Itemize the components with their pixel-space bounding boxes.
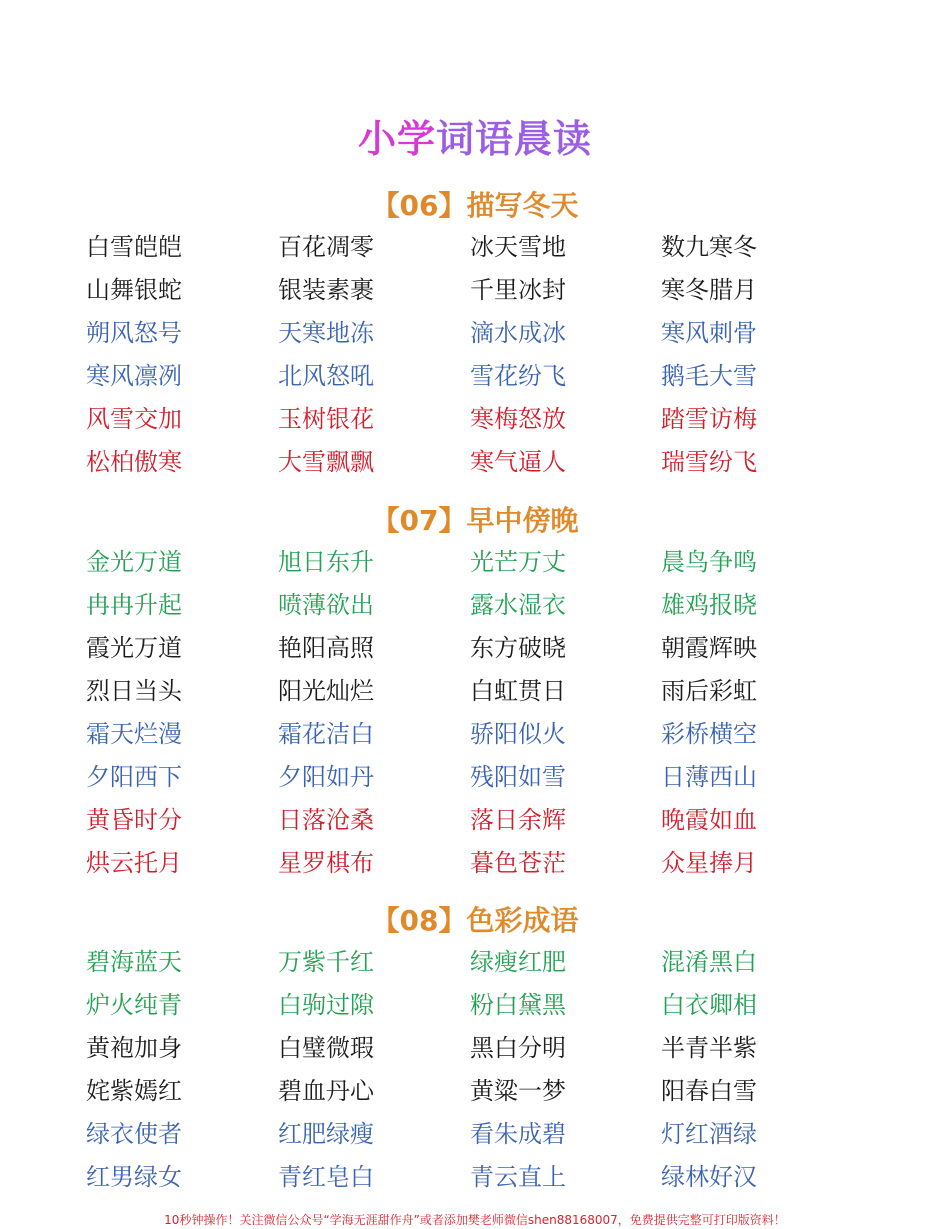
idiom-word: 烈日当头 [86,677,182,705]
idiom-word: 黄昏时分 [86,806,182,834]
idiom-word: 露水湿衣 [470,591,566,619]
idiom-word: 日薄西山 [661,763,757,791]
word-grid [0,232,950,490]
word-row [0,447,950,490]
word-row [0,590,950,633]
idiom-word: 朔风怒号 [86,319,182,347]
idiom-word: 晨鸟争鸣 [661,548,757,576]
word-row [0,990,950,1033]
word-row [0,275,950,318]
section-heading: 【07】早中傍晚 [371,504,579,537]
idiom-word: 灯红酒绿 [661,1120,757,1148]
word-row [0,676,950,719]
idiom-word: 晚霞如血 [661,806,757,834]
idiom-word: 寒风刺骨 [661,319,757,347]
idiom-word: 千里冰封 [470,276,566,304]
idiom-word: 众星捧月 [661,849,757,877]
idiom-word: 夕阳如丹 [278,763,374,791]
word-grid [0,547,950,891]
idiom-word: 光芒万丈 [470,548,566,576]
idiom-word: 天寒地冻 [278,319,374,347]
word-row [0,404,950,447]
idiom-word: 混淆黑白 [661,948,757,976]
idiom-word: 暮色苍茫 [470,849,566,877]
idiom-word: 红肥绿瘦 [278,1120,374,1148]
idiom-word: 万紫千红 [278,948,374,976]
idiom-word: 白衣卿相 [661,991,757,1019]
idiom-word: 炉火纯青 [86,991,182,1019]
idiom-word: 瑞雪纷飞 [661,448,757,476]
word-row [0,1033,950,1076]
idiom-word: 寒风凛冽 [86,362,182,390]
idiom-word: 碧血丹心 [278,1077,374,1105]
word-row [0,633,950,676]
idiom-word: 白虹贯日 [470,677,566,705]
idiom-word: 雨后彩虹 [661,677,757,705]
word-row [0,547,950,590]
idiom-word: 阳春白雪 [661,1077,757,1105]
idiom-word: 阳光灿烂 [278,677,374,705]
idiom-word: 碧海蓝天 [86,948,182,976]
idiom-word: 青红皂白 [278,1163,374,1191]
idiom-word: 数九寒冬 [661,233,757,261]
idiom-word: 霜花洁白 [278,720,374,748]
idiom-word: 黄袍加身 [86,1034,182,1062]
idiom-word: 残阳如雪 [470,763,566,791]
idiom-word: 金光万道 [86,548,182,576]
idiom-word: 青云直上 [470,1163,566,1191]
word-row [0,762,950,805]
section-heading: 【08】色彩成语 [371,904,579,937]
idiom-word: 鹅毛大雪 [661,362,757,390]
idiom-word: 松柏傲寒 [86,448,182,476]
idiom-word: 雪花纷飞 [470,362,566,390]
section-color-idioms [0,903,950,1205]
idiom-word: 冰天雪地 [470,233,566,261]
idiom-word: 落日余辉 [470,806,566,834]
section-heading: 【06】描写冬天 [371,189,579,222]
idiom-word: 风雪交加 [86,405,182,433]
idiom-word: 看朱成碧 [470,1120,566,1148]
footer-note: 10秒钟操作！关注微信公众号“学海无涯甜作舟”或者添加樊老师微信shen88168007，免费提供完整可打印版资料！ [164,1213,786,1227]
idiom-word: 彩桥横空 [661,720,757,748]
idiom-word: 白璧微瑕 [278,1034,374,1062]
idiom-word: 日落沧桑 [278,806,374,834]
idiom-word: 东方破晓 [470,634,566,662]
idiom-word: 绿林好汉 [661,1163,757,1191]
word-row [0,1076,950,1119]
idiom-word: 大雪飘飘 [278,448,374,476]
word-grid [0,947,950,1205]
idiom-word: 夕阳西下 [86,763,182,791]
idiom-word: 骄阳似火 [470,720,566,748]
idiom-word: 红男绿女 [86,1163,182,1191]
word-row [0,361,950,404]
idiom-word: 艳阳高照 [278,634,374,662]
section-winter [0,188,950,490]
idiom-word: 黑白分明 [470,1034,566,1062]
idiom-word: 雄鸡报晓 [661,591,757,619]
idiom-word: 朝霞辉映 [661,634,757,662]
title-part-1: 小学 [357,117,436,161]
idiom-word: 烘云托月 [86,849,182,877]
idiom-word: 半青半紫 [661,1034,757,1062]
idiom-word: 北风怒吼 [278,362,374,390]
word-row [0,805,950,848]
word-row [0,947,950,990]
idiom-word: 绿瘦红肥 [470,948,566,976]
idiom-word: 霜天烂漫 [86,720,182,748]
word-row [0,232,950,275]
idiom-word: 白雪皑皑 [86,233,182,261]
page-title [0,108,950,163]
idiom-word: 山舞银蛇 [86,276,182,304]
idiom-word: 银装素裹 [278,276,374,304]
idiom-word: 喷薄欲出 [278,591,374,619]
idiom-word: 寒冬腊月 [661,276,757,304]
idiom-word: 旭日东升 [278,548,374,576]
idiom-word: 霞光万道 [86,634,182,662]
word-row [0,1119,950,1162]
idiom-word: 玉树银花 [278,405,374,433]
idiom-word: 白驹过隙 [278,991,374,1019]
idiom-word: 粉白黛黑 [470,991,566,1019]
word-row [0,318,950,361]
title-part-2: 词语晨读 [436,117,593,161]
word-row [0,1162,950,1205]
idiom-word: 黄粱一梦 [470,1077,566,1105]
idiom-word: 冉冉升起 [86,591,182,619]
idiom-word: 寒气逼人 [470,448,566,476]
idiom-word: 踏雪访梅 [661,405,757,433]
word-row [0,848,950,891]
idiom-word: 姹紫嫣红 [86,1077,182,1105]
idiom-word: 寒梅怒放 [470,405,566,433]
word-row [0,719,950,762]
idiom-word: 百花凋零 [278,233,374,261]
idiom-word: 滴水成冰 [470,319,566,347]
idiom-word: 星罗棋布 [278,849,374,877]
idiom-word: 绿衣使者 [86,1120,182,1148]
section-times-of-day [0,503,950,891]
